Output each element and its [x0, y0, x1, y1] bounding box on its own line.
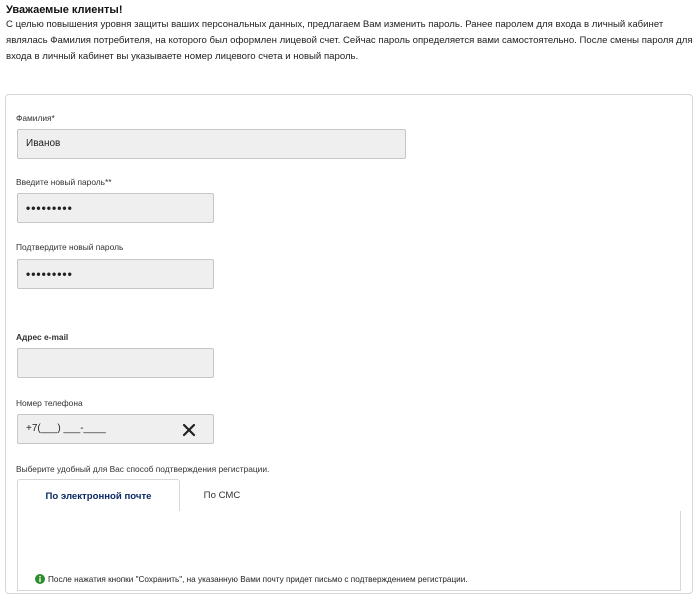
clear-icon[interactable] [180, 421, 198, 439]
new-password-input[interactable]: ••••••••• [17, 193, 214, 223]
phone-input[interactable]: +7(___) ___-____ [17, 414, 214, 444]
tab-panel-email [17, 511, 681, 591]
email-input[interactable] [17, 348, 214, 378]
tab-bar [17, 479, 681, 512]
intro-title: Уважаемые клиенты! [6, 4, 123, 16]
confirm-password-label: Подтвердите новый пароль [16, 242, 124, 252]
intro-text: С целью повышения уровня защиты ваших персональных данных, предлагаем Вам изменить пароль. Ранее паролем для входа в личный кабинет являлась Фамилия потребителя, на которого был оформлен лицевой счет. Сейчас пароль определяется вами самостоятельно. После смены пароля для входа в личный кабинет вы указываете номер лицевого счета и новый пароль. [6, 19, 693, 62]
phone-label: Номер телефона [16, 398, 83, 408]
confirm-method-tabs [17, 479, 681, 589]
surname-label: Фамилия* [16, 113, 55, 123]
intro-block [6, 3, 694, 65]
panel-message-text: После нажатия кнопки "Сохранить", на указанную Вами почту придет письмо с подтверждением регистрации. [48, 574, 468, 584]
new-password-label: Введите новый пароль** [16, 177, 112, 187]
email-label: Адрес e-mail [16, 332, 69, 342]
tab-email[interactable]: По электронной почте [17, 479, 180, 512]
tab-sms[interactable]: По СМС [203, 490, 241, 501]
confirm-method-hint: Выберите удобный для Вас способ подтверждения регистрации. [16, 464, 270, 474]
confirm-password-input[interactable]: ••••••••• [17, 259, 214, 289]
surname-input[interactable]: Иванов [17, 129, 406, 159]
